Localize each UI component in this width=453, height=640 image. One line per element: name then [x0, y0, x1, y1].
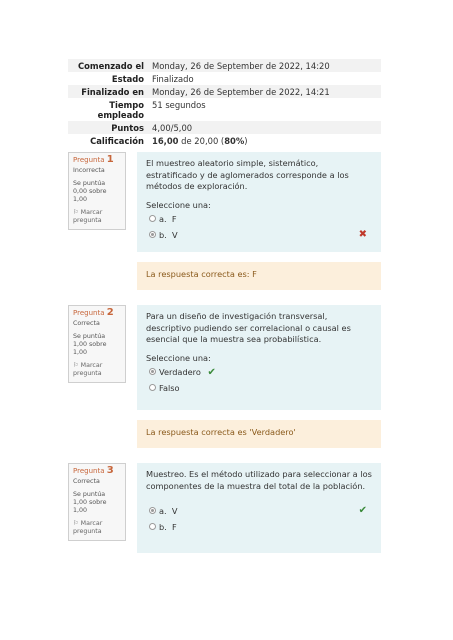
question-grade: Se puntúa 0,00 sobre 1,00	[73, 180, 107, 203]
correct-icon: ✔	[207, 367, 216, 378]
summary-value: Monday, 26 de September de 2022, 14:20	[148, 59, 381, 72]
question-text: Para un diseño de investigación transversal, descriptivo pudiendo ser correlacional o causal es esencial que la muestra sea probabilística.	[146, 311, 351, 344]
flag-icon: ⚐	[73, 520, 79, 527]
flag-label: Marcar pregunta	[73, 520, 103, 535]
question-num: 3	[106, 465, 114, 476]
grade-percent: 80%	[224, 135, 245, 146]
question-grade: Se puntúa 1,00 sobre 1,00	[73, 491, 107, 514]
question-box-1	[137, 152, 381, 252]
radio-button-selected[interactable]	[149, 231, 156, 238]
summary-row-grade	[68, 134, 381, 147]
grade-close: )	[244, 135, 248, 146]
feedback-2: La respuesta correcta es 'Verdadero'	[137, 420, 381, 448]
flag-icon: ⚐	[73, 209, 79, 216]
flag-label: Marcar pregunta	[73, 362, 103, 377]
answer-label: V	[172, 230, 178, 240]
question-grade: Se puntúa 1,00 sobre 1,00	[73, 333, 107, 356]
summary-value: 51 segundos	[148, 98, 381, 121]
answer-option-true[interactable]	[146, 365, 372, 379]
summary-value: 4,00/5,00	[148, 121, 381, 134]
incorrect-icon: ✖	[358, 229, 367, 240]
radio-button[interactable]	[149, 215, 156, 222]
radio-button-selected[interactable]	[149, 368, 156, 375]
flag-icon: ⚐	[73, 362, 79, 369]
radio-button[interactable]	[149, 523, 156, 530]
question-prefix: Pregunta	[73, 309, 105, 317]
correct-icon: ✔	[358, 505, 367, 516]
summary-label: Puntos	[68, 121, 148, 134]
question-prefix: Pregunta	[73, 467, 105, 475]
flag-question-link[interactable]	[73, 520, 121, 536]
question-number	[73, 156, 121, 164]
question-num: 1	[106, 154, 114, 165]
question-text: Muestreo. Es el método utilizado para seleccionar a los componentes de la muestra del total de la población.	[146, 469, 372, 491]
question-num: 2	[106, 307, 114, 318]
answer-letter: b.	[159, 522, 167, 532]
question-info-2	[68, 305, 126, 383]
answer-letter: b.	[159, 230, 167, 240]
summary-value	[148, 134, 381, 147]
question-number	[73, 467, 121, 475]
summary-label: Calificación	[68, 134, 148, 147]
answer-label: F	[171, 214, 177, 224]
question-number	[73, 309, 121, 317]
feedback-1: La respuesta correcta es: F	[137, 262, 381, 290]
answer-label: Falso	[159, 383, 180, 393]
flag-question-link[interactable]	[73, 362, 121, 378]
question-prefix: Pregunta	[73, 156, 105, 164]
summary-row-time	[68, 98, 381, 121]
question-box-3	[137, 463, 381, 553]
attempt-summary-table	[68, 59, 381, 147]
summary-row-points	[68, 121, 381, 134]
grade-value: 16,00	[152, 135, 179, 146]
answer-label: V	[171, 506, 178, 516]
answer-option-false[interactable]	[146, 381, 372, 395]
radio-button[interactable]	[149, 384, 156, 391]
grade-of: de 20,00 (	[178, 135, 225, 146]
summary-row-state	[68, 72, 381, 85]
question-status: Correcta	[73, 320, 100, 327]
question-info-1	[68, 152, 126, 230]
flag-question-link[interactable]	[73, 209, 121, 225]
answer-option-a[interactable]	[146, 212, 372, 226]
answer-letter: a.	[159, 214, 167, 224]
summary-row-started	[68, 59, 381, 72]
question-prompt: Seleccione una:	[146, 199, 211, 210]
summary-row-finished	[68, 85, 381, 98]
answer-option-a[interactable]	[146, 504, 372, 518]
answer-option-b[interactable]	[146, 520, 372, 534]
summary-label: Estado	[68, 72, 148, 85]
flag-label: Marcar pregunta	[73, 209, 103, 224]
summary-value: Finalizado	[148, 72, 381, 85]
summary-value: Monday, 26 de September de 2022, 14:21	[148, 85, 381, 98]
question-status: Correcta	[73, 478, 100, 485]
question-prompt: Seleccione una:	[146, 352, 211, 363]
summary-label: Tiempo empleado	[68, 98, 148, 121]
radio-button-selected[interactable]	[149, 507, 156, 514]
answer-option-b[interactable]	[146, 228, 372, 242]
summary-label: Comenzado el	[68, 59, 148, 72]
summary-label: Finalizado en	[68, 85, 148, 98]
question-info-3	[68, 463, 126, 541]
question-status: Incorrecta	[73, 167, 105, 174]
answer-label: Verdadero	[159, 367, 201, 377]
answer-label: F	[172, 522, 177, 532]
question-text: El muestreo aleatorio simple, sistemático, estratificado y de aglomerados corresponde a los métodos de exploración.	[146, 158, 349, 191]
question-box-2	[137, 305, 381, 410]
answer-letter: a.	[159, 506, 167, 516]
